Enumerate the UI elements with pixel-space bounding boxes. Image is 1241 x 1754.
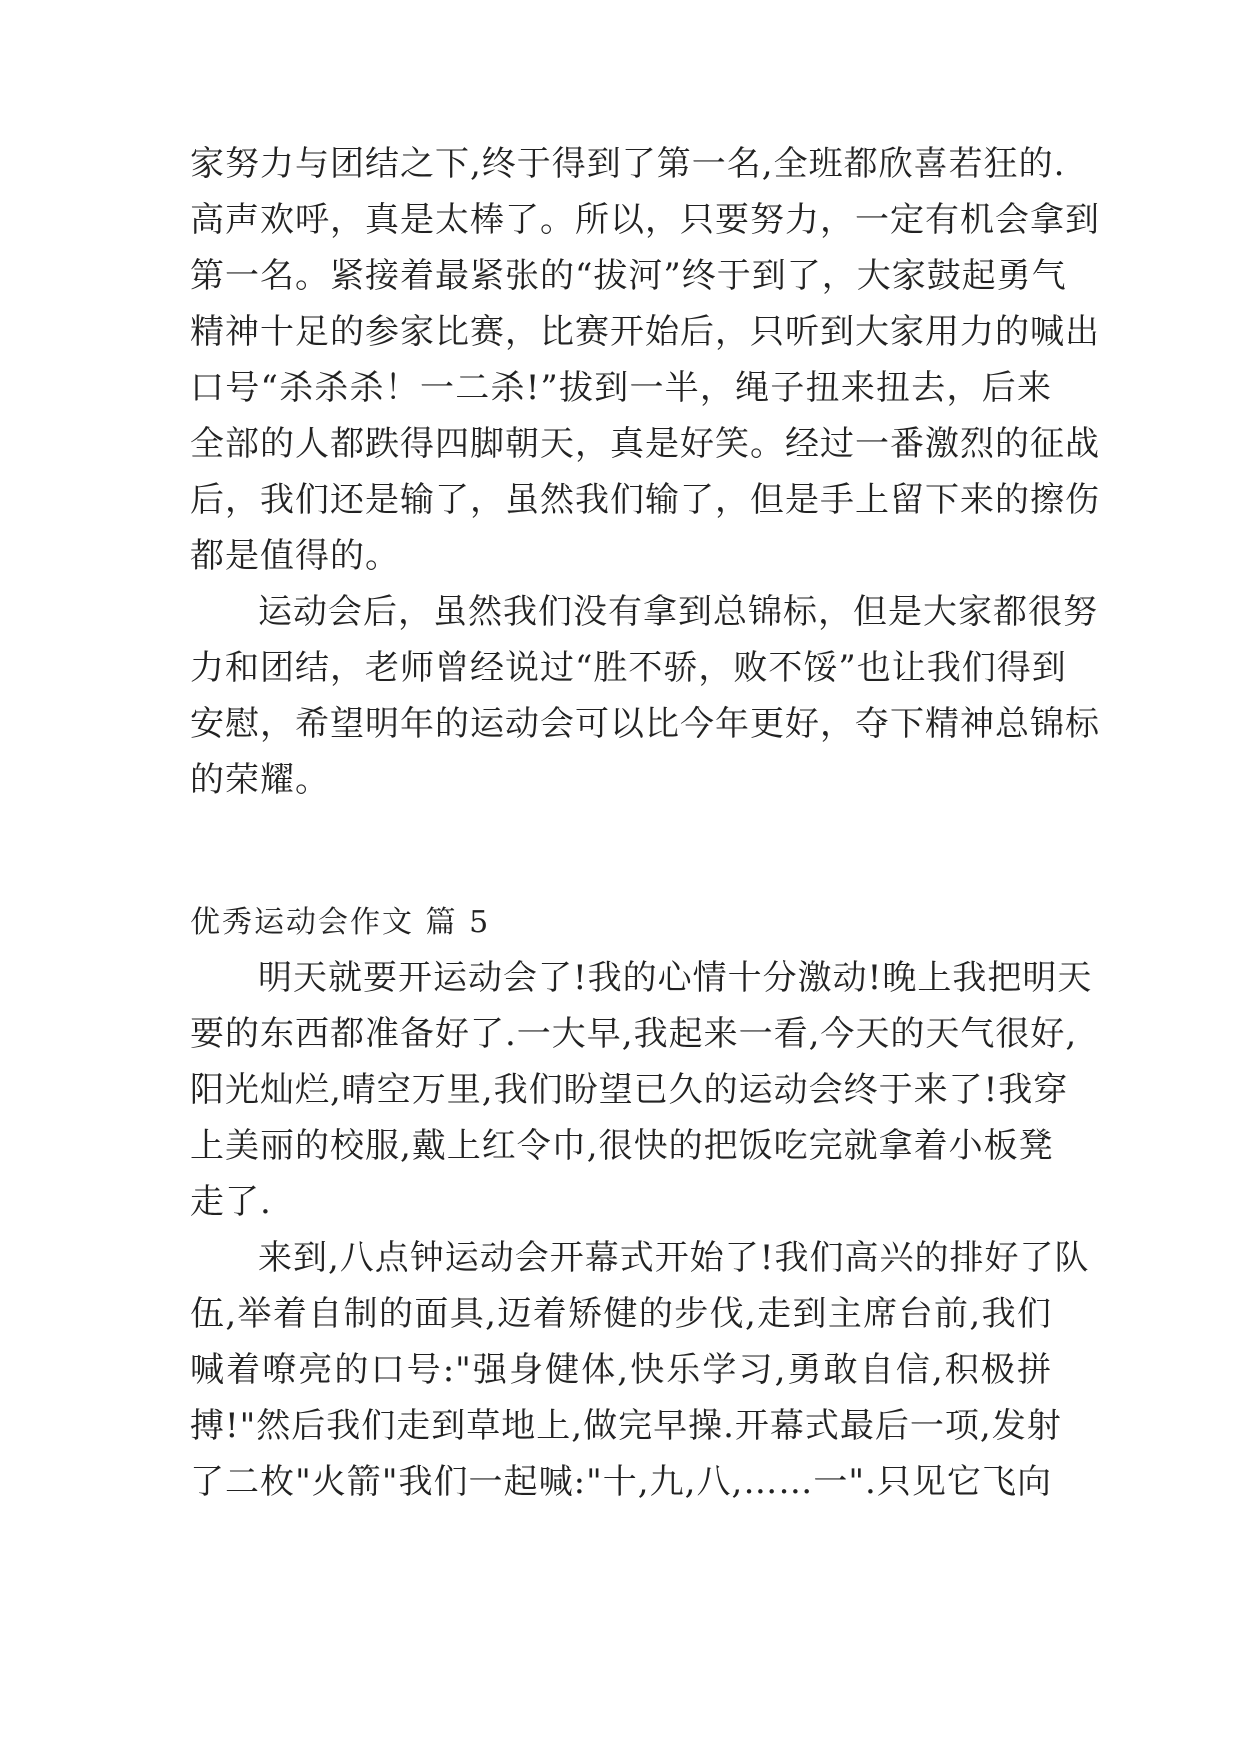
text-line: 精神十足的参家比赛，比赛开始后，只听到大家用力的喊出 [190,312,1100,352]
text-line: 搏!"然后我们走到草地上,做完早操.开幕式最后一项,发射 [190,1406,1062,1446]
text-line: 要的东西都准备好了.一大早,我起来一看,今天的天气很好, [190,1014,1078,1054]
text-line: 高声欢呼，真是太棒了。所以，只要努力，一定有机会拿到 [190,200,1100,240]
text-line: 后，我们还是输了，虽然我们输了，但是手上留下来的擦伤 [190,480,1100,520]
text-line: 口号“杀杀杀！一二杀!”拔到一半，绳子扭来扭去，后来 [190,368,1052,408]
text-line: 的荣耀。 [190,760,330,800]
text-line: 运动会后，虽然我们没有拿到总锦标，但是大家都很努 [258,592,1098,632]
text-line: 上美丽的校服,戴上红令巾,很快的把饭吃完就拿着小板凳 [190,1126,1054,1166]
text-line: 了二枚"火箭"我们一起喊:"十,九,八,……一".只见它飞向 [190,1462,1052,1502]
text-line: 来到,八点钟运动会开幕式开始了!我们高兴的排好了队 [258,1238,1090,1278]
text-line: 明天就要开运动会了!我的心情十分激动!晚上我把明天 [258,958,1093,998]
text-line: 家努力与团结之下,终于得到了第一名,全班都欣喜若狂的. [190,144,1066,184]
text-line: 喊着嘹亮的口号:"强身健体,快乐学习,勇敢自信,积极拼 [190,1350,1052,1390]
text-line: 都是值得的。 [190,536,400,576]
text-line: 全部的人都跌得四脚朝天，真是好笑。经过一番激烈的征战 [190,424,1100,464]
text-line: 第一名。紧接着最紧张的“拔河”终于到了，大家鼓起勇气 [190,256,1067,296]
text-line: 安慰，希望明年的运动会可以比今年更好，夺下精神总锦标 [190,704,1100,744]
text-line: 伍,举着自制的面具,迈着矫健的步伐,走到主席台前,我们 [190,1294,1052,1334]
section-heading: 优秀运动会作文 篇 5 [190,905,491,940]
text-line: 阳光灿烂,晴空万里,我们盼望已久的运动会终于来了!我穿 [190,1070,1069,1110]
text-line: 走了. [190,1182,272,1222]
text-line: 力和团结，老师曾经说过“胜不骄，败不馁”也让我们得到 [190,648,1067,688]
